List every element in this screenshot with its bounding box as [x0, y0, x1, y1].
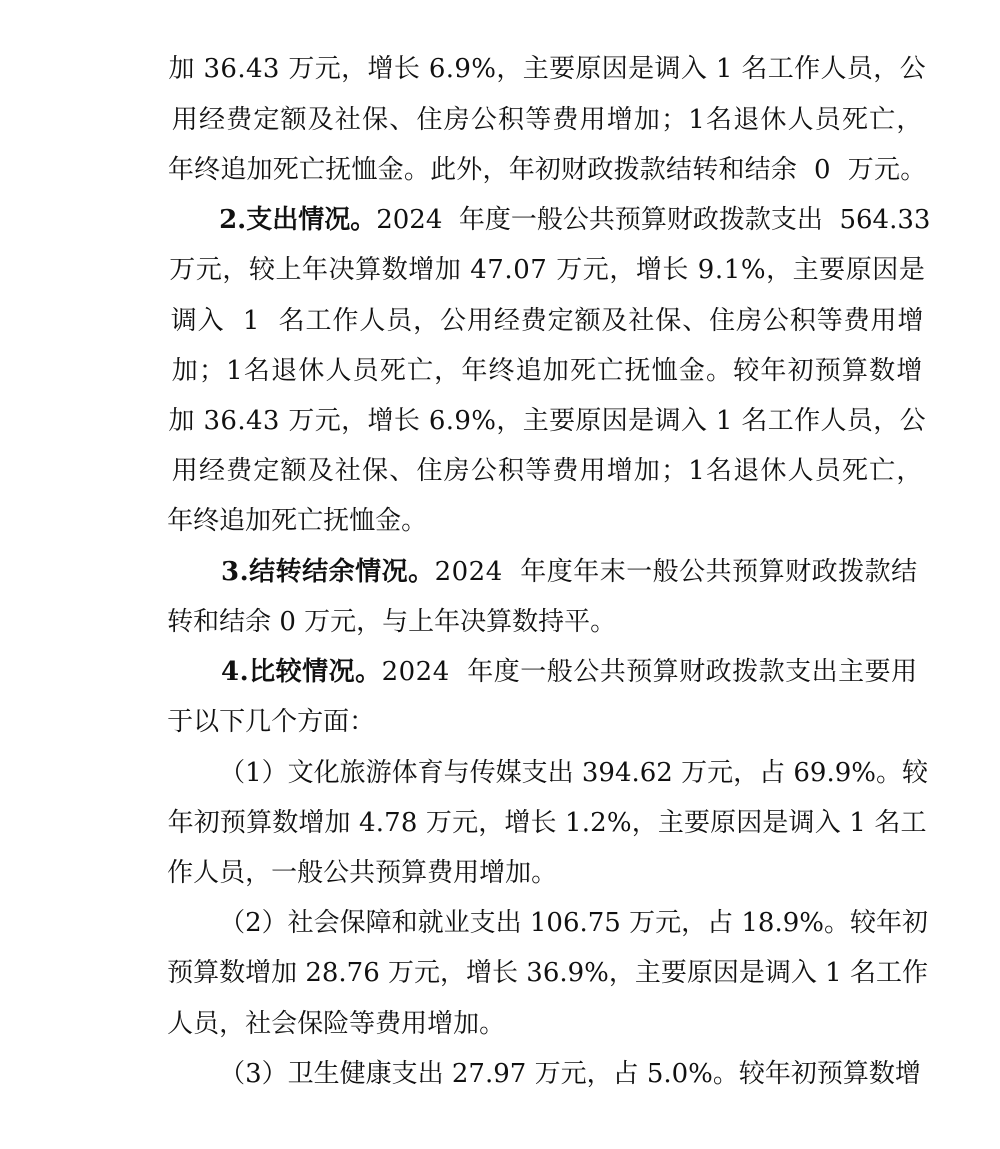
section-heading: 2.支出情况。: [219, 205, 377, 235]
text-line: [134, 195, 926, 285]
text-line: [134, 95, 927, 185]
text-segment: 年初预算数增加 4.78 万元，增长 1.2%，主要原因是调入 1 名工: [167, 808, 927, 838]
text-segment: 作人员，一般公共预算费用增加。: [167, 858, 558, 888]
text-segment: 加 36.43 万元，增长 6.9%，主要原因是调入 1 名工作人员，公: [168, 54, 926, 84]
text-line: [134, 246, 925, 336]
text-segment: 加；1名退休人员死亡，年终追加死亡抚恤金。较年初预算数增: [171, 356, 924, 386]
text-segment: 人员，社会保险等费用增加。: [167, 1009, 506, 1039]
text-line: [134, 346, 926, 436]
text-segment: 年终追加死亡抚恤金。: [167, 506, 428, 536]
text-line: [186, 145, 931, 235]
text-segment: 预算数增加 28.76 万元，增长 36.9%，主要原因是调入 1 名工作: [167, 958, 928, 988]
text-segment: 加 36.43 万元，增长 6.9%，主要原因是调入 1 名工作人员，公: [168, 406, 926, 436]
text-line: [186, 698, 928, 788]
text-segment: 年终追加死亡抚恤金。此外，年初财政拨款结转和结余 0 万元。: [167, 155, 927, 185]
text-line: [186, 497, 918, 587]
text-line: [134, 0, 926, 84]
text-line: [186, 848, 928, 938]
text-segment: 2024 年度一般公共预算财政拨款支出 564.33: [376, 205, 931, 235]
text-line: [134, 547, 894, 637]
text-line: [134, 647, 894, 737]
text-line: [134, 446, 894, 536]
text-segment: （3）卫生健康支出 27.97 万元，占 5.0%。较年初预算数增: [219, 1059, 921, 1089]
text-segment: 于以下几个方面：: [167, 707, 376, 737]
text-segment: （1）文化旅游体育与传媒支出 394.62 万元，占 69.9%。较: [219, 758, 928, 788]
text-segment: 用经费定额及社保、住房公积等费用增加；1名退休人员死亡，: [171, 456, 924, 486]
text-line: [134, 396, 924, 486]
text-line: [134, 748, 927, 838]
text-segment: 用经费定额及社保、住房公积等费用增加；1名退休人员死亡，: [171, 105, 924, 135]
text-segment: 万元，较上年决算数增加 47.07 万元，增长 9.1%，主要原因是: [169, 255, 926, 285]
text-segment: 转和结余 0 万元，与上年决算数持平。: [167, 607, 617, 637]
text-line: [134, 798, 894, 888]
text-line: [134, 898, 928, 988]
text-line: [134, 45, 924, 135]
section-heading: 4.比较情况。: [221, 657, 382, 687]
text-segment: 调入 1 名工作人员，公用经费定额及社保、住房公积等费用增: [170, 306, 925, 336]
text-segment: 2024 年度年末一般公共预算财政拨款结: [434, 557, 918, 587]
text-segment: 2024 年度一般公共预算财政拨款支出主要用: [381, 657, 918, 687]
text-line: [186, 999, 921, 1089]
text-segment: （2）社会保障和就业支出 106.75 万元，占 18.9%。较年初: [219, 908, 928, 938]
section-heading: 3.结转结余情况。: [221, 557, 435, 587]
text-line: [186, 597, 918, 687]
text-line: [134, 949, 894, 1039]
text-line: [134, 296, 924, 386]
